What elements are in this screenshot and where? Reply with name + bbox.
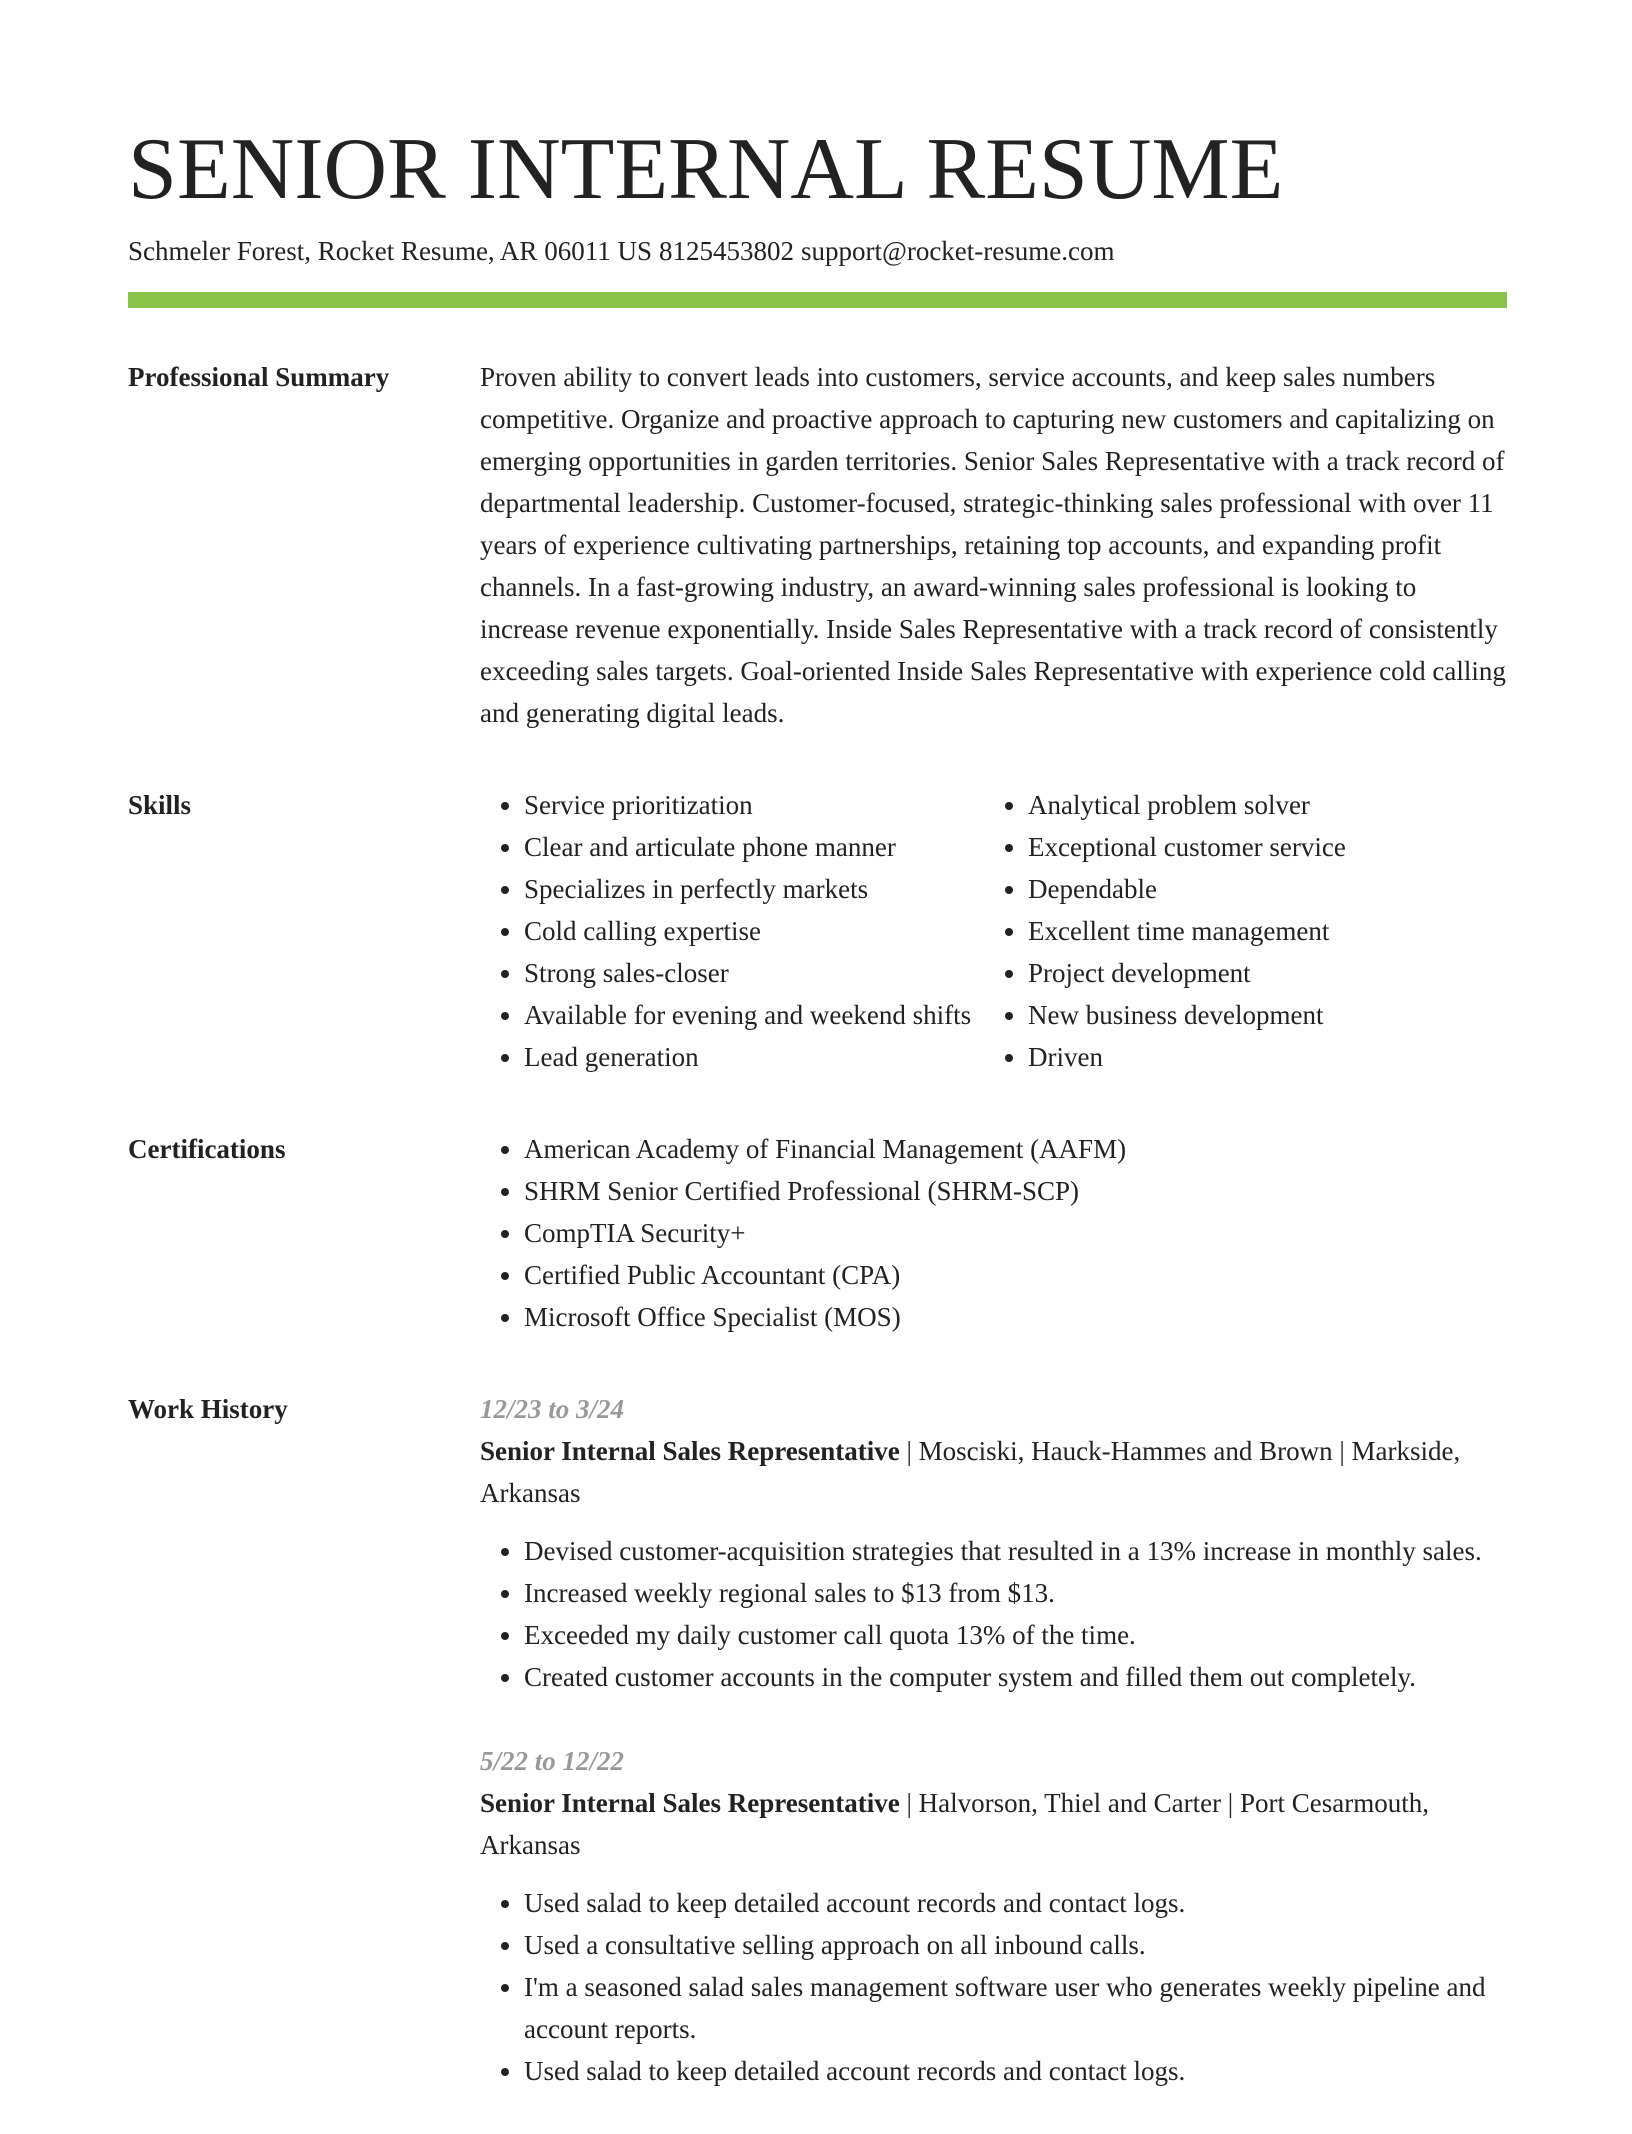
job-dates: 5/22 to 12/22 — [480, 1746, 625, 1776]
skill-item: • Clear and articulate phone manner — [524, 826, 984, 868]
skill-item: • Lead generation — [524, 1036, 984, 1078]
job-title: Senior Internal Sales Representative — [480, 1436, 900, 1466]
job-bullet: • Devised customer-acquisition strategies that resulted in a 13% increase in monthly sales. — [524, 1530, 1507, 1572]
job-entry — [480, 1388, 1507, 1698]
contact-email: support@rocket-resume.com — [800, 236, 1115, 266]
accent-divider — [128, 292, 1507, 308]
job-bullet: • Increased weekly regional sales to $13 from $13. — [524, 1572, 1507, 1614]
job-bullet: • I'm a seasoned salad sales management software user who generates weekly pipeline and account reports. — [524, 1966, 1507, 2050]
summary-heading: Professional Summary — [128, 362, 390, 392]
contact-address: Schmeler Forest, Rocket Resume, AR 06011 US — [128, 236, 652, 266]
skill-item: • Service prioritization — [524, 784, 984, 826]
skills-list-right — [984, 784, 1507, 1078]
work-history-section — [128, 1388, 1507, 2134]
job-bullet: • Exceeded my daily customer call quota 13% of the time. — [524, 1614, 1507, 1656]
skill-item: • Driven — [1028, 1036, 1507, 1078]
skills-section — [128, 784, 1507, 1078]
work-history-heading: Work History — [128, 1394, 288, 1424]
job-heading — [480, 1782, 1507, 1866]
resume-title: SENIOR INTERNAL RESUME — [128, 121, 1284, 218]
skill-item: • Strong sales-closer — [524, 952, 984, 994]
job-details: | Mosciski, Hauck-Hammes and Brown | Markside, Arkansas — [480, 1436, 1461, 1508]
job-title: Senior Internal Sales Representative — [480, 1788, 900, 1818]
skill-item: • Analytical problem solver — [1028, 784, 1507, 826]
skill-item: • Available for evening and weekend shifts — [524, 994, 984, 1036]
skill-item: • Exceptional customer service — [1028, 826, 1507, 868]
job-bullet: • Used salad to keep detailed account records and contact logs. — [524, 2050, 1507, 2092]
summary-section — [128, 356, 1507, 734]
skill-item: • New business development — [1028, 994, 1507, 1036]
certification-item: • SHRM Senior Certified Professional (SHRM-SCP) — [524, 1170, 1507, 1212]
certifications-heading: Certifications — [128, 1134, 286, 1164]
certifications-list — [480, 1128, 1507, 1338]
certifications-section — [128, 1128, 1507, 1338]
contact-line — [128, 233, 1507, 269]
skills-heading: Skills — [128, 790, 192, 820]
job-dates: 12/23 to 3/24 — [480, 1394, 625, 1424]
job-entry — [480, 1740, 1507, 2092]
skill-item: • Cold calling expertise — [524, 910, 984, 952]
summary-text: Proven ability to convert leads into customers, service accounts, and keep sales numbers competitive. Organize and proactive approach to capturing new customers and capitalizing on emerging opportunities in garden territories. Senior Sales Representative with a track record of departmental leadership. Customer-focused, strategic-thinking sales professional with over 11 years of experience cultivating partnerships, retaining top accounts, and expanding profit channels. In a fast-growing industry, an award-winning sales professional is looking to increase revenue exponentially. Inside Sales Representative with a track record of consistently exceeding sales targets. Goal-oriented Inside Sales Representative with experience cold calling and generating digital leads. — [480, 362, 1506, 728]
job-bullets — [480, 1530, 1507, 1698]
job-bullet: • Created customer accounts in the computer system and filled them out completely. — [524, 1656, 1507, 1698]
job-heading — [480, 1430, 1507, 1514]
job-details: | Halvorson, Thiel and Carter | Port Cesarmouth, Arkansas — [480, 1788, 1429, 1860]
certification-item: • Certified Public Accountant (CPA) — [524, 1254, 1507, 1296]
skill-item: • Dependable — [1028, 868, 1507, 910]
certification-item: • Microsoft Office Specialist (MOS) — [524, 1296, 1507, 1338]
job-bullet: • Used salad to keep detailed account records and contact logs. — [524, 1882, 1507, 1924]
certification-item: • American Academy of Financial Management (AAFM) — [524, 1128, 1507, 1170]
certification-item: • CompTIA Security+ — [524, 1212, 1507, 1254]
skills-list-left — [480, 784, 984, 1078]
skill-item: • Specializes in perfectly markets — [524, 868, 984, 910]
job-bullet: • Used a consultative selling approach on all inbound calls. — [524, 1924, 1507, 1966]
skill-item: • Project development — [1028, 952, 1507, 994]
job-bullets — [480, 1882, 1507, 2092]
contact-phone: 8125453802 — [658, 236, 794, 266]
skill-item: • Excellent time management — [1028, 910, 1507, 952]
